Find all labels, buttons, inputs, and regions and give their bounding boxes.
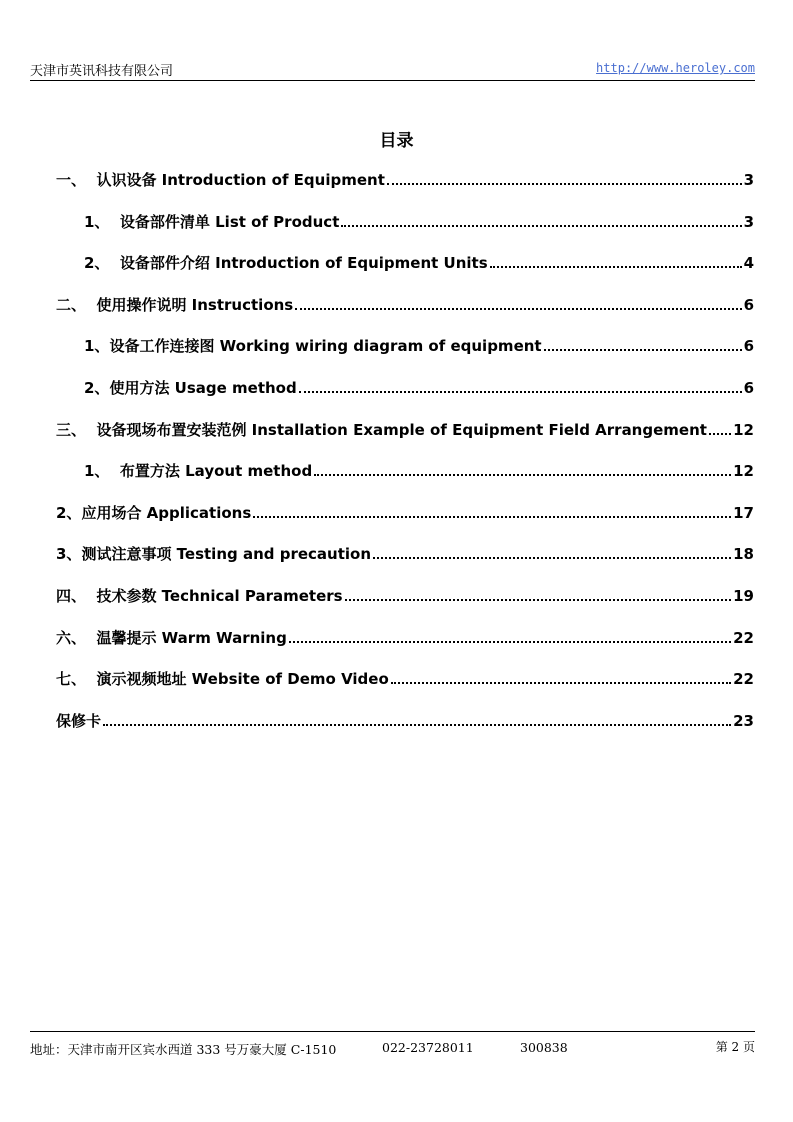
toc-entry-page[interactable]: 17 (733, 503, 754, 522)
toc-entry-page[interactable]: 3 (743, 212, 754, 231)
toc-entry-number: 2、 (84, 378, 110, 397)
toc-entry[interactable] (56, 540, 754, 582)
toc-entry[interactable] (56, 291, 754, 333)
toc-entry[interactable] (56, 707, 754, 749)
toc-entry-number: 1、 (84, 337, 110, 356)
toc-entry-number: 一、 (56, 171, 97, 189)
toc-entry-page[interactable]: 3 (743, 171, 754, 189)
toc-title: 目录 (379, 131, 414, 151)
toc-entry-number: 2、 (84, 254, 120, 273)
toc-entry-page[interactable]: 12 (733, 420, 754, 439)
toc-dot-leader (253, 516, 731, 518)
toc-entry[interactable] (56, 499, 754, 541)
toc-dot-leader (387, 183, 742, 185)
footer-address: 地址：天津市南开区宾水西道 333 号万豪大厦 C-1510 (30, 1042, 337, 1057)
toc-dot-leader (314, 474, 731, 476)
company-name: 天津市英讯科技有限公司 (30, 64, 174, 79)
toc-entry-title[interactable]: 使用操作说明 Instructions (96, 295, 294, 314)
toc-dot-leader (490, 266, 742, 268)
toc-entry-page[interactable]: 23 (733, 711, 754, 730)
toc-entry-number: 三、 (56, 420, 97, 439)
toc-entry-page[interactable]: 6 (743, 337, 754, 356)
toc-dot-leader (544, 349, 742, 351)
toc-entry[interactable] (56, 582, 754, 624)
toc-entry-title[interactable]: 应用场合 Applications (81, 503, 252, 522)
toc-entry[interactable] (56, 624, 754, 666)
toc-entry[interactable] (56, 457, 754, 499)
toc-entry-page[interactable]: 4 (743, 254, 754, 273)
toc-dot-leader (709, 433, 731, 435)
toc-dot-leader (391, 682, 731, 684)
toc-entry-number: 四、 (56, 586, 97, 605)
toc-entry-title[interactable]: 设备工作连接图 Working wiring diagram of equipment (109, 337, 542, 356)
table-of-contents (56, 166, 754, 748)
toc-entry[interactable] (56, 332, 754, 374)
toc-entry-title[interactable]: 设备现场布置安装范例 Installation Example of Equipment Field Arrangement (96, 420, 707, 439)
toc-entry-number: 二、 (56, 295, 97, 314)
toc-entry-title[interactable]: 布置方法 Layout method (119, 462, 313, 481)
page-header (30, 58, 755, 81)
toc-entry-page[interactable]: 6 (743, 378, 754, 397)
toc-entry-page[interactable]: 6 (743, 295, 754, 314)
toc-entry-title[interactable]: 设备部件清单 List of Product (119, 212, 340, 231)
toc-dot-leader (299, 391, 742, 393)
toc-entry-number: 1、 (84, 212, 120, 231)
website-link[interactable]: http://www.heroley.com (596, 61, 755, 75)
toc-entry-page[interactable]: 12 (733, 462, 754, 481)
toc-entry-page[interactable]: 18 (733, 545, 754, 564)
toc-entry[interactable] (56, 665, 754, 707)
toc-entry-number: 七、 (56, 670, 97, 689)
toc-dot-leader (341, 225, 741, 227)
toc-entry-title[interactable]: 技术参数 Technical Parameters (96, 586, 343, 605)
toc-entry[interactable] (56, 416, 754, 458)
toc-entry-title[interactable]: 演示视频地址 Website of Demo Video (96, 670, 389, 689)
toc-entry-title[interactable]: 温馨提示 Warm Warning (96, 628, 287, 647)
footer-phone: 022-23728011 (382, 1040, 474, 1055)
toc-entry[interactable] (56, 249, 754, 291)
toc-dot-leader (295, 308, 741, 310)
toc-entry-title[interactable]: 使用方法 Usage method (109, 378, 297, 397)
toc-entry[interactable] (56, 374, 754, 416)
toc-entry-page[interactable]: 22 (733, 628, 754, 647)
toc-entry-number: 1、 (84, 462, 120, 481)
toc-entry-page[interactable]: 19 (733, 586, 754, 605)
toc-dot-leader (345, 599, 732, 601)
toc-entry-number: 六、 (56, 628, 97, 647)
footer-zip: 300838 (520, 1040, 568, 1055)
toc-entry[interactable] (56, 208, 754, 250)
toc-entry-title[interactable]: 设备部件介绍 Introduction of Equipment Units (119, 254, 488, 273)
toc-entry-title[interactable]: 认识设备 Introduction of Equipment (96, 171, 385, 189)
page-number: 第 2 页 (715, 1040, 755, 1054)
toc-entry-title[interactable]: 保修卡 (56, 711, 102, 730)
toc-entry[interactable] (56, 166, 754, 208)
toc-entry-number: 3、 (56, 545, 82, 564)
toc-dot-leader (289, 641, 731, 643)
toc-entry-page[interactable]: 22 (733, 670, 754, 689)
toc-entry-title[interactable]: 测试注意事项 Testing and precaution (81, 545, 372, 564)
page-footer (30, 1031, 755, 1062)
toc-entry-number: 2、 (56, 503, 82, 522)
toc-dot-leader (103, 724, 731, 726)
toc-dot-leader (373, 557, 731, 559)
